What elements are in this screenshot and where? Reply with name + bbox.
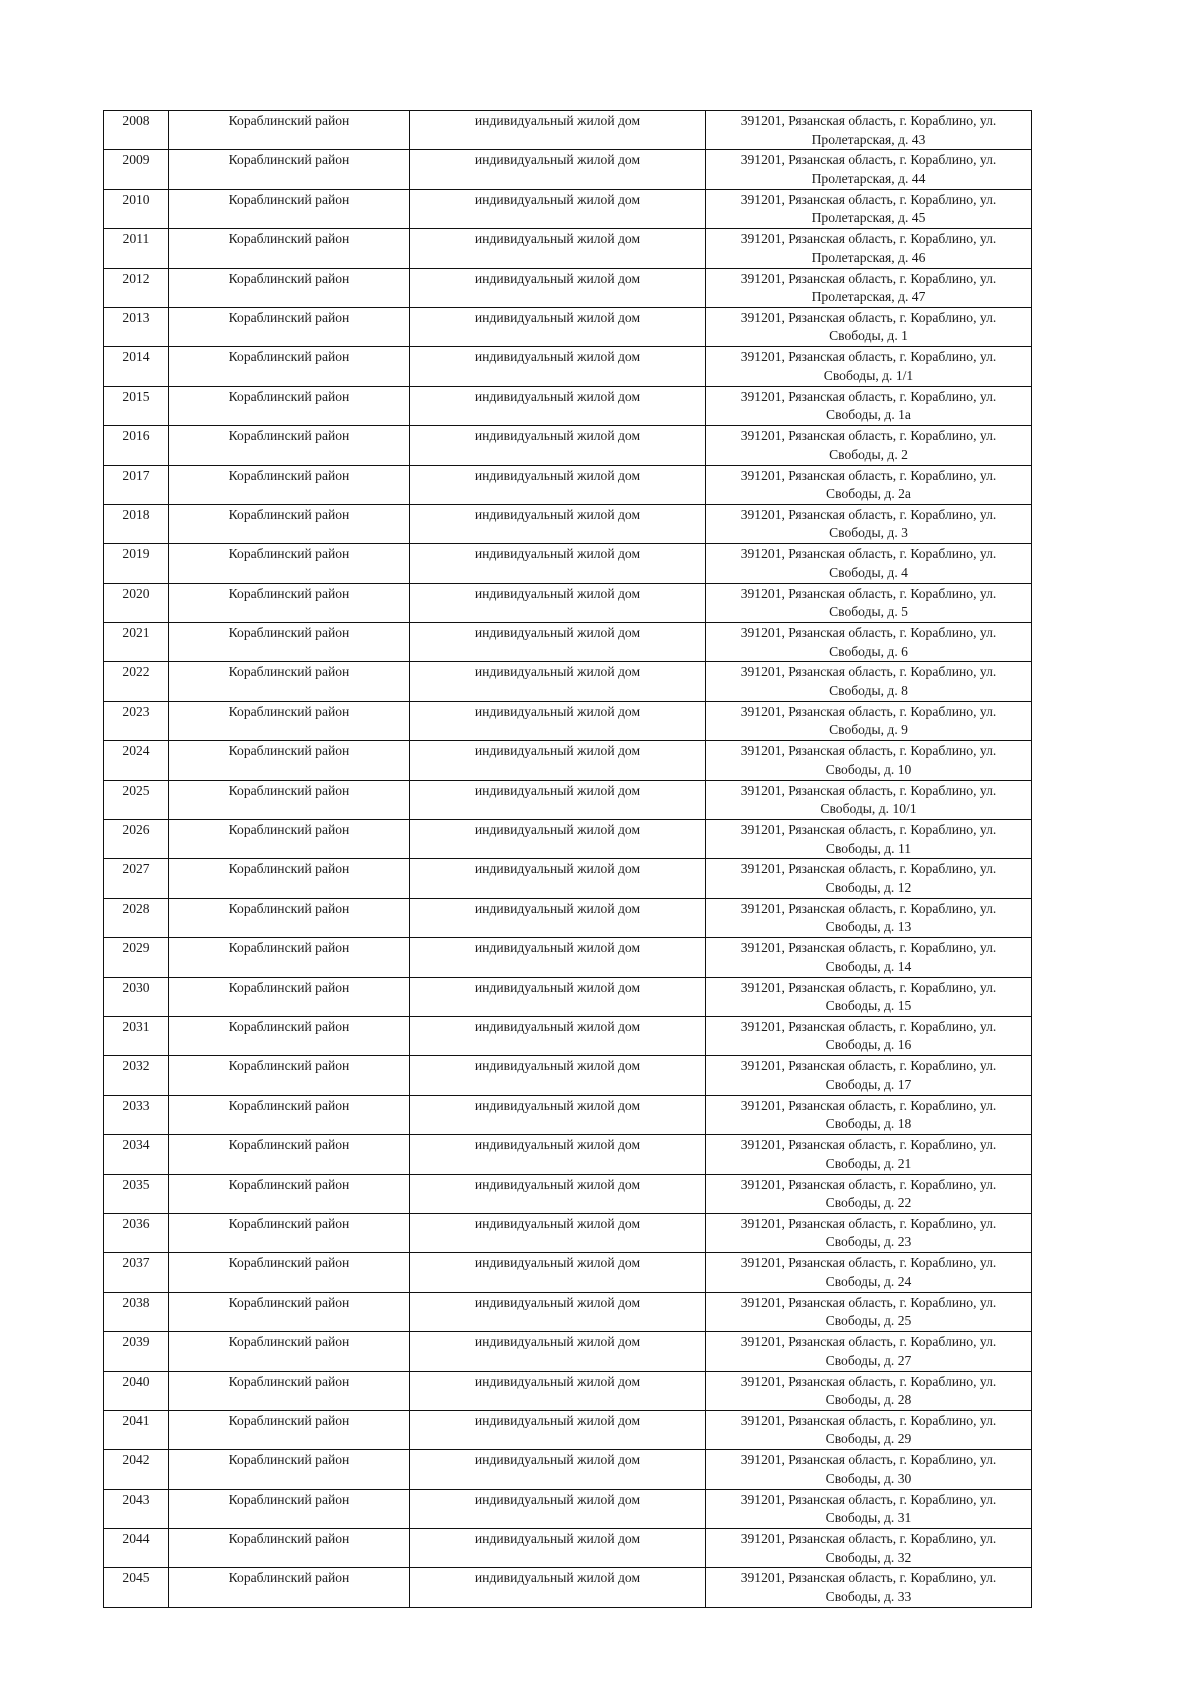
object-type-cell: индивидуальный жилой дом xyxy=(410,1174,706,1213)
table-row xyxy=(104,229,1032,268)
object-type-cell: индивидуальный жилой дом xyxy=(410,268,706,307)
district-cell: Кораблинский район xyxy=(169,1056,410,1095)
district-cell: Кораблинский район xyxy=(169,662,410,701)
address-street: Свободы, д. 31 xyxy=(825,1510,912,1526)
address-street: Свободы, д. 32 xyxy=(825,1549,912,1565)
table-row xyxy=(104,1056,1032,1095)
district-cell: Кораблинский район xyxy=(169,1253,410,1292)
row-number: 2032 xyxy=(104,1056,169,1095)
address-prefix: 391201, Рязанская область, г. Кораблино, ул. xyxy=(740,113,997,128)
district-cell: Кораблинский район xyxy=(169,1489,410,1528)
address-prefix: 391201, Рязанская область, г. Кораблино, ул. xyxy=(740,1097,997,1113)
object-type-cell: индивидуальный жилой дом xyxy=(410,544,706,583)
address-street: Свободы, д. 4 xyxy=(829,564,908,580)
district-cell: Кораблинский район xyxy=(169,465,410,504)
row-number: 2037 xyxy=(104,1253,169,1292)
address-street: Свободы, д. 23 xyxy=(825,1234,912,1250)
address-prefix: 391201, Рязанская область, г. Кораблино, ул. xyxy=(740,1255,997,1271)
row-number: 2027 xyxy=(104,859,169,898)
address-cell xyxy=(706,1135,1032,1174)
row-number: 2045 xyxy=(104,1568,169,1607)
district-cell: Кораблинский район xyxy=(169,189,410,228)
row-number: 2009 xyxy=(104,150,169,189)
address-prefix: 391201, Рязанская область, г. Кораблино, ул. xyxy=(740,664,997,680)
row-number: 2015 xyxy=(104,386,169,425)
district-cell: Кораблинский район xyxy=(169,386,410,425)
address-street: Свободы, д. 27 xyxy=(825,1352,912,1368)
address-cell xyxy=(706,938,1032,977)
address-prefix: 391201, Рязанская область, г. Кораблино, ул. xyxy=(740,1531,997,1547)
address-street: Свободы, д. 1а xyxy=(826,407,911,423)
address-cell xyxy=(706,662,1032,701)
address-street: Свободы, д. 30 xyxy=(825,1470,912,1486)
address-cell xyxy=(706,1568,1032,1607)
row-number: 2011 xyxy=(104,229,169,268)
object-type-cell: индивидуальный жилой дом xyxy=(410,898,706,937)
district-cell: Кораблинский район xyxy=(169,1095,410,1134)
address-cell xyxy=(706,820,1032,859)
address-prefix: 391201, Рязанская область, г. Кораблино, ул. xyxy=(740,625,997,641)
row-number: 2041 xyxy=(104,1410,169,1449)
object-type-cell: индивидуальный жилой дом xyxy=(410,465,706,504)
district-cell: Кораблинский район xyxy=(169,229,410,268)
district-cell: Кораблинский район xyxy=(169,1016,410,1055)
address-prefix: 391201, Рязанская область, г. Кораблино, ул. xyxy=(740,743,997,759)
table-body xyxy=(104,111,1032,1608)
row-number: 2028 xyxy=(104,898,169,937)
address-street: Свободы, д. 5 xyxy=(829,604,908,620)
address-prefix: 391201, Рязанская область, г. Кораблино, ул. xyxy=(740,152,997,168)
table-row xyxy=(104,111,1032,150)
object-type-cell: индивидуальный жилой дом xyxy=(410,111,706,150)
object-type-cell: индивидуальный жилой дом xyxy=(410,780,706,819)
address-prefix: 391201, Рязанская область, г. Кораблино, ул. xyxy=(740,861,997,877)
object-type-cell: индивидуальный жилой дом xyxy=(410,1332,706,1371)
table-row xyxy=(104,1095,1032,1134)
table-row xyxy=(104,1213,1032,1252)
table-row xyxy=(104,1253,1032,1292)
address-cell xyxy=(706,386,1032,425)
object-type-cell: индивидуальный жилой дом xyxy=(410,1213,706,1252)
object-type-cell: индивидуальный жилой дом xyxy=(410,623,706,662)
address-cell xyxy=(706,583,1032,622)
address-street: Свободы, д. 13 xyxy=(825,919,912,935)
address-cell xyxy=(706,1174,1032,1213)
address-street: Пролетарская, д. 47 xyxy=(811,289,926,305)
address-cell xyxy=(706,1529,1032,1568)
address-prefix: 391201, Рязанская область, г. Кораблино, ул. xyxy=(740,1570,997,1586)
district-cell: Кораблинский район xyxy=(169,426,410,465)
table-row xyxy=(104,307,1032,346)
address-street: Свободы, д. 1/1 xyxy=(823,367,914,383)
address-cell xyxy=(706,1056,1032,1095)
object-type-cell: индивидуальный жилой дом xyxy=(410,741,706,780)
address-cell xyxy=(706,426,1032,465)
address-street: Свободы, д. 10 xyxy=(825,761,912,777)
address-prefix: 391201, Рязанская область, г. Кораблино, ул. xyxy=(740,309,997,325)
table-row xyxy=(104,1135,1032,1174)
address-street: Свободы, д. 29 xyxy=(825,1431,912,1447)
object-type-cell: индивидуальный жилой дом xyxy=(410,426,706,465)
object-type-cell: индивидуальный жилой дом xyxy=(410,1371,706,1410)
object-type-cell: индивидуальный жилой дом xyxy=(410,701,706,740)
address-prefix: 391201, Рязанская область, г. Кораблино, ул. xyxy=(740,1058,997,1074)
address-cell xyxy=(706,111,1032,150)
address-cell xyxy=(706,189,1032,228)
address-street: Свободы, д. 25 xyxy=(825,1313,912,1329)
table-row xyxy=(104,1371,1032,1410)
address-cell xyxy=(706,1332,1032,1371)
address-prefix: 391201, Рязанская область, г. Кораблино, ул. xyxy=(740,1491,997,1507)
object-type-cell: индивидуальный жилой дом xyxy=(410,1016,706,1055)
object-type-cell: индивидуальный жилой дом xyxy=(410,938,706,977)
address-cell xyxy=(706,1371,1032,1410)
district-cell: Кораблинский район xyxy=(169,544,410,583)
address-cell xyxy=(706,465,1032,504)
row-number: 2019 xyxy=(104,544,169,583)
address-street: Пролетарская, д. 45 xyxy=(811,210,926,226)
address-street: Свободы, д. 12 xyxy=(825,879,912,895)
address-street: Свободы, д. 11 xyxy=(825,840,912,856)
object-type-cell: индивидуальный жилой дом xyxy=(410,347,706,386)
table-row xyxy=(104,820,1032,859)
district-cell: Кораблинский район xyxy=(169,623,410,662)
address-street: Пролетарская, д. 46 xyxy=(811,249,926,265)
row-number: 2031 xyxy=(104,1016,169,1055)
object-type-cell: индивидуальный жилой дом xyxy=(410,229,706,268)
row-number: 2021 xyxy=(104,623,169,662)
district-cell: Кораблинский район xyxy=(169,1450,410,1489)
district-cell: Кораблинский район xyxy=(169,938,410,977)
object-type-cell: индивидуальный жилой дом xyxy=(410,977,706,1016)
address-prefix: 391201, Рязанская область, г. Кораблино, ул. xyxy=(740,546,997,562)
district-cell: Кораблинский район xyxy=(169,1135,410,1174)
address-cell xyxy=(706,1253,1032,1292)
address-cell xyxy=(706,150,1032,189)
row-number: 2030 xyxy=(104,977,169,1016)
object-type-cell: индивидуальный жилой дом xyxy=(410,1056,706,1095)
address-street: Свободы, д. 17 xyxy=(825,1076,912,1092)
row-number: 2040 xyxy=(104,1371,169,1410)
address-cell xyxy=(706,780,1032,819)
address-prefix: 391201, Рязанская область, г. Кораблино, ул. xyxy=(740,467,997,483)
address-prefix: 391201, Рязанская область, г. Кораблино, ул. xyxy=(740,1412,997,1428)
district-cell: Кораблинский район xyxy=(169,583,410,622)
address-street: Свободы, д. 8 xyxy=(829,682,908,698)
address-prefix: 391201, Рязанская область, г. Кораблино, ул. xyxy=(740,585,997,601)
address-prefix: 391201, Рязанская область, г. Кораблино, ул. xyxy=(740,191,997,207)
row-number: 2043 xyxy=(104,1489,169,1528)
table-row xyxy=(104,1016,1032,1055)
address-street: Свободы, д. 2 xyxy=(829,446,908,462)
row-number: 2023 xyxy=(104,701,169,740)
district-cell: Кораблинский район xyxy=(169,504,410,543)
address-prefix: 391201, Рязанская область, г. Кораблино, ул. xyxy=(740,900,997,916)
address-cell xyxy=(706,898,1032,937)
address-prefix: 391201, Рязанская область, г. Кораблино, ул. xyxy=(740,1215,997,1231)
address-prefix: 391201, Рязанская область, г. Кораблино, ул. xyxy=(740,270,997,286)
address-cell xyxy=(706,1489,1032,1528)
object-type-cell: индивидуальный жилой дом xyxy=(410,1095,706,1134)
address-street: Свободы, д. 1 xyxy=(829,328,908,344)
address-street: Свободы, д. 3 xyxy=(829,525,908,541)
address-prefix: 391201, Рязанская область, г. Кораблино, ул. xyxy=(740,822,997,838)
table-row xyxy=(104,1292,1032,1331)
address-prefix: 391201, Рязанская область, г. Кораблино, ул. xyxy=(740,1176,997,1192)
row-number: 2014 xyxy=(104,347,169,386)
table-row xyxy=(104,1489,1032,1528)
address-cell xyxy=(706,1213,1032,1252)
address-street: Пролетарская, д. 44 xyxy=(811,170,926,186)
address-cell xyxy=(706,1095,1032,1134)
table-row xyxy=(104,623,1032,662)
address-street: Свободы, д. 2а xyxy=(826,486,911,502)
object-type-cell: индивидуальный жилой дом xyxy=(410,1410,706,1449)
table-row xyxy=(104,977,1032,1016)
table-row xyxy=(104,583,1032,622)
row-number: 2017 xyxy=(104,465,169,504)
address-prefix: 391201, Рязанская область, г. Кораблино, ул. xyxy=(740,506,997,522)
row-number: 2036 xyxy=(104,1213,169,1252)
row-number: 2039 xyxy=(104,1332,169,1371)
district-cell: Кораблинский район xyxy=(169,1529,410,1568)
housing-registry-table xyxy=(103,110,1032,1608)
table-row xyxy=(104,741,1032,780)
district-cell: Кораблинский район xyxy=(169,1568,410,1607)
district-cell: Кораблинский район xyxy=(169,1371,410,1410)
address-street: Свободы, д. 24 xyxy=(825,1273,912,1289)
address-street: Свободы, д. 15 xyxy=(825,998,912,1014)
object-type-cell: индивидуальный жилой дом xyxy=(410,1292,706,1331)
address-prefix: 391201, Рязанская область, г. Кораблино, ул. xyxy=(740,1137,997,1153)
table-row xyxy=(104,938,1032,977)
address-prefix: 391201, Рязанская область, г. Кораблино, ул. xyxy=(740,1334,997,1350)
address-street: Свободы, д. 9 xyxy=(829,722,908,738)
object-type-cell: индивидуальный жилой дом xyxy=(410,820,706,859)
district-cell: Кораблинский район xyxy=(169,307,410,346)
row-number: 2012 xyxy=(104,268,169,307)
row-number: 2034 xyxy=(104,1135,169,1174)
object-type-cell: индивидуальный жилой дом xyxy=(410,1529,706,1568)
table-row xyxy=(104,898,1032,937)
address-cell xyxy=(706,1450,1032,1489)
row-number: 2038 xyxy=(104,1292,169,1331)
address-prefix: 391201, Рязанская область, г. Кораблино, ул. xyxy=(740,1373,997,1389)
address-prefix: 391201, Рязанская область, г. Кораблино, ул. xyxy=(740,231,997,247)
table-row xyxy=(104,662,1032,701)
address-street: Свободы, д. 28 xyxy=(825,1392,912,1407)
district-cell: Кораблинский район xyxy=(169,898,410,937)
object-type-cell: индивидуальный жилой дом xyxy=(410,1135,706,1174)
district-cell: Кораблинский район xyxy=(169,347,410,386)
address-cell xyxy=(706,229,1032,268)
table-row xyxy=(104,504,1032,543)
table-row xyxy=(104,347,1032,386)
address-prefix: 391201, Рязанская область, г. Кораблино, ул. xyxy=(740,1294,997,1310)
address-cell xyxy=(706,307,1032,346)
address-prefix: 391201, Рязанская область, г. Кораблино, ул. xyxy=(740,979,997,995)
table-row xyxy=(104,189,1032,228)
table-row xyxy=(104,1174,1032,1213)
address-prefix: 391201, Рязанская область, г. Кораблино, ул. xyxy=(740,940,997,956)
table-row xyxy=(104,859,1032,898)
row-number: 2035 xyxy=(104,1174,169,1213)
address-cell xyxy=(706,268,1032,307)
address-prefix: 391201, Рязанская область, г. Кораблино, ул. xyxy=(740,782,997,798)
address-cell xyxy=(706,623,1032,662)
row-number: 2016 xyxy=(104,426,169,465)
table-row xyxy=(104,1568,1032,1607)
object-type-cell: индивидуальный жилой дом xyxy=(410,307,706,346)
table-row xyxy=(104,1410,1032,1449)
district-cell: Кораблинский район xyxy=(169,1174,410,1213)
object-type-cell: индивидуальный жилой дом xyxy=(410,583,706,622)
row-number: 2042 xyxy=(104,1450,169,1489)
object-type-cell: индивидуальный жилой дом xyxy=(410,386,706,425)
address-cell xyxy=(706,1016,1032,1055)
district-cell: Кораблинский район xyxy=(169,111,410,150)
address-cell xyxy=(706,347,1032,386)
object-type-cell: индивидуальный жилой дом xyxy=(410,859,706,898)
row-number: 2010 xyxy=(104,189,169,228)
address-cell xyxy=(706,977,1032,1016)
table-row xyxy=(104,544,1032,583)
district-cell: Кораблинский район xyxy=(169,859,410,898)
address-prefix: 391201, Рязанская область, г. Кораблино, ул. xyxy=(740,428,997,444)
object-type-cell: индивидуальный жилой дом xyxy=(410,1568,706,1607)
row-number: 2025 xyxy=(104,780,169,819)
row-number: 2008 xyxy=(104,111,169,150)
row-number: 2024 xyxy=(104,741,169,780)
district-cell: Кораблинский район xyxy=(169,1213,410,1252)
object-type-cell: индивидуальный жилой дом xyxy=(410,1489,706,1528)
row-number: 2033 xyxy=(104,1095,169,1134)
address-street: Свободы, д. 14 xyxy=(825,958,912,974)
object-type-cell: индивидуальный жилой дом xyxy=(410,662,706,701)
address-cell xyxy=(706,701,1032,740)
address-street: Свободы, д. 10/1 xyxy=(820,801,917,817)
object-type-cell: индивидуальный жилой дом xyxy=(410,150,706,189)
district-cell: Кораблинский район xyxy=(169,150,410,189)
table-row xyxy=(104,1332,1032,1371)
row-number: 2018 xyxy=(104,504,169,543)
table-row xyxy=(104,426,1032,465)
address-street: Свободы, д. 22 xyxy=(825,1195,912,1211)
district-cell: Кораблинский район xyxy=(169,820,410,859)
address-street: Свободы, д. 18 xyxy=(825,1116,912,1132)
district-cell: Кораблинский район xyxy=(169,1332,410,1371)
table-row xyxy=(104,268,1032,307)
district-cell: Кораблинский район xyxy=(169,1292,410,1331)
table-row xyxy=(104,701,1032,740)
address-street: Свободы, д. 33 xyxy=(825,1588,912,1604)
address-cell xyxy=(706,504,1032,543)
row-number: 2022 xyxy=(104,662,169,701)
address-prefix: 391201, Рязанская область, г. Кораблино, ул. xyxy=(740,1452,997,1468)
address-street: Свободы, д. 6 xyxy=(829,643,908,659)
district-cell: Кораблинский район xyxy=(169,1410,410,1449)
address-cell xyxy=(706,741,1032,780)
table-row xyxy=(104,386,1032,425)
object-type-cell: индивидуальный жилой дом xyxy=(410,1450,706,1489)
address-street: Свободы, д. 16 xyxy=(825,1037,912,1053)
address-prefix: 391201, Рязанская область, г. Кораблино, ул. xyxy=(740,1018,997,1034)
district-cell: Кораблинский район xyxy=(169,780,410,819)
address-cell xyxy=(706,544,1032,583)
address-cell xyxy=(706,1292,1032,1331)
row-number: 2013 xyxy=(104,307,169,346)
object-type-cell: индивидуальный жилой дом xyxy=(410,504,706,543)
address-cell xyxy=(706,1410,1032,1449)
district-cell: Кораблинский район xyxy=(169,268,410,307)
address-street: Пролетарская, д. 43 xyxy=(811,131,926,147)
object-type-cell: индивидуальный жилой дом xyxy=(410,1253,706,1292)
object-type-cell: индивидуальный жилой дом xyxy=(410,189,706,228)
table-row xyxy=(104,1529,1032,1568)
district-cell: Кораблинский район xyxy=(169,741,410,780)
table-row xyxy=(104,150,1032,189)
row-number: 2020 xyxy=(104,583,169,622)
address-prefix: 391201, Рязанская область, г. Кораблино, ул. xyxy=(740,388,997,404)
district-cell: Кораблинский район xyxy=(169,977,410,1016)
table-row xyxy=(104,465,1032,504)
row-number: 2026 xyxy=(104,820,169,859)
address-prefix: 391201, Рязанская область, г. Кораблино, ул. xyxy=(740,703,997,719)
row-number: 2029 xyxy=(104,938,169,977)
address-street: Свободы, д. 21 xyxy=(825,1155,912,1171)
district-cell: Кораблинский район xyxy=(169,701,410,740)
table-row xyxy=(104,780,1032,819)
table-row xyxy=(104,1450,1032,1489)
address-prefix: 391201, Рязанская область, г. Кораблино, ул. xyxy=(740,349,997,365)
address-cell xyxy=(706,859,1032,898)
row-number: 2044 xyxy=(104,1529,169,1568)
